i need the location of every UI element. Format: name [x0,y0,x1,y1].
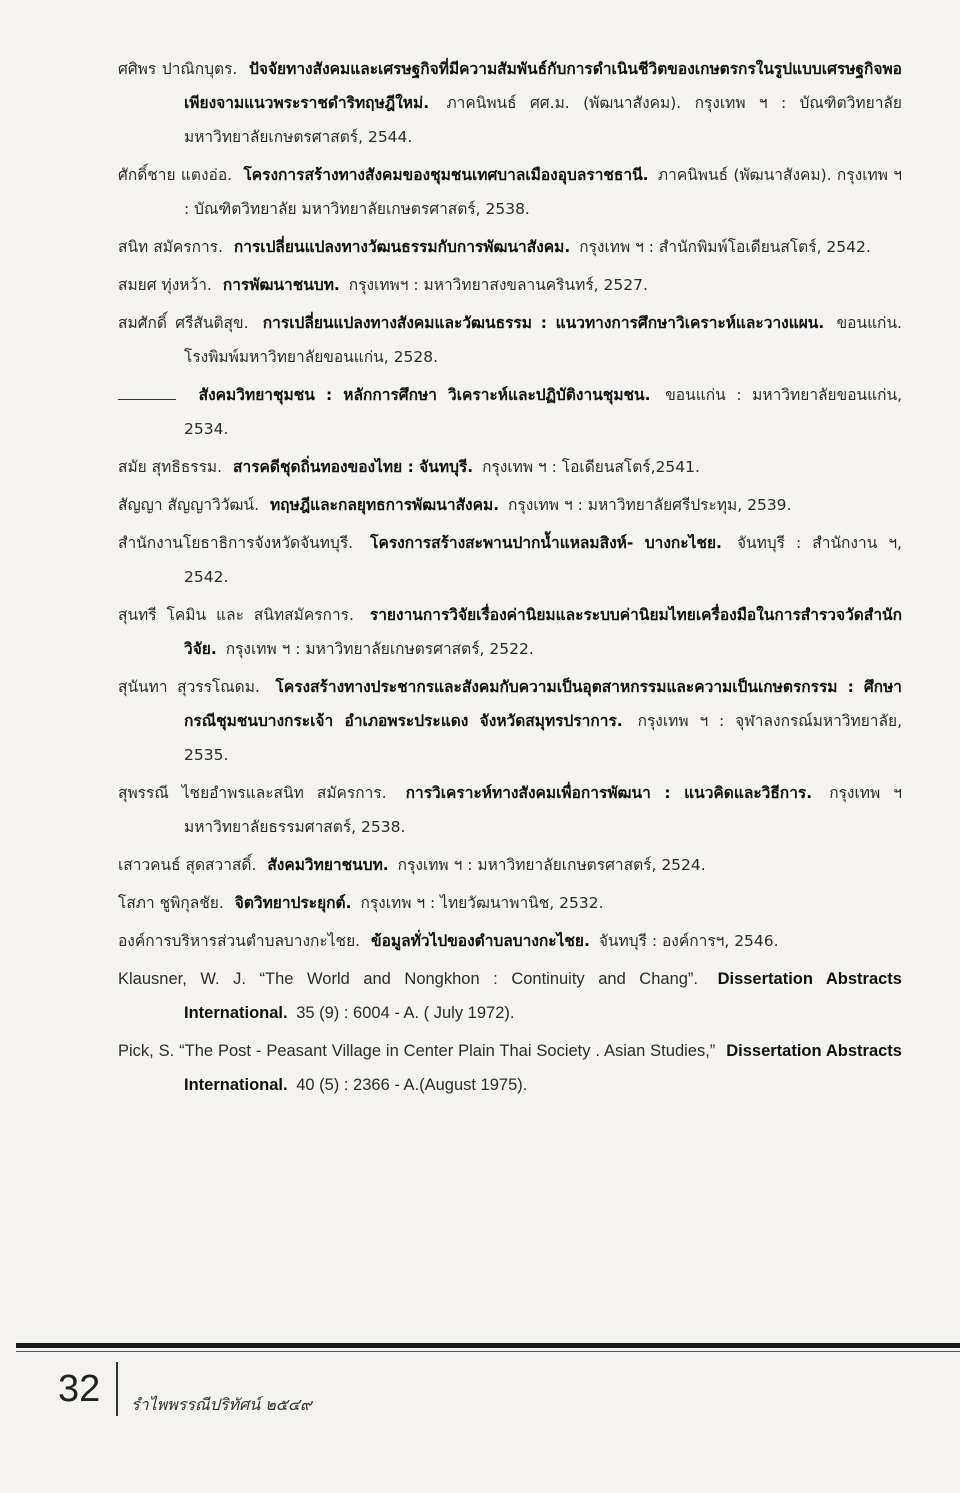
reference-publication: กรุงเทพ ฯ : สำนักพิมพ์โอเดียนสโตร์, 2542. [579,238,871,256]
reference-publication: กรุงเทพ ฯ : ไทยวัฒนาพานิช, 2532. [360,894,604,912]
reference-entry [118,776,902,844]
reference-author: โสภา ชูพิกุลชัย. [118,894,224,912]
reference-title: สังคมวิทยาชุมชน : หลักการศึกษา วิเคราะห์และปฏิบัติงานชุมชน. [198,386,651,404]
reference-entry [118,306,902,374]
reference-publication: กรุงเทพ ฯ : มหาวิทยาลัยเกษตรศาสตร์, 2522. [225,640,534,658]
reference-title: โครงสร้างทางประชากรและสังคมกับความเป็นอุตสาหกรรมและความเป็นเกษตรกรรม : ศึกษากรณีชุมชนบางกระเจ้า อำเภอพระประแดง จังหวัดสมุทรปราการ. [184,678,902,730]
reference-author: สัญญา สัญญาวิวัฒน์. [118,496,260,514]
reference-publication: จันทบุรี : สำนักงาน ฯ, 2542. [184,534,902,586]
reference-publication: 40 (5) : 2366 - A.(August 1975). [296,1076,528,1094]
reference-title: Dissertation Abstracts International. [184,1042,902,1094]
reference-publication: ภาคนิพนธ์ ศศ.ม. (พัฒนาสังคม). กรุงเทพ ฯ : บัณฑิตวิทยาลัย มหาวิทยาลัยเกษตรศาสตร์, 2544. [184,94,902,146]
page-number: 32 [58,1368,101,1410]
reference-publication: กรุงเทพ ฯ : โอเดียนสโตร์,2541. [482,458,700,476]
reference-entry [118,158,902,226]
reference-publication: ภาคนิพนธ์ (พัฒนาสังคม). กรุงเทพ ฯ : บัณฑิตวิทยาลัย มหาวิทยาลัยเกษตรศาสตร์, 2538. [184,166,902,218]
reference-publication: กรุงเทพฯ : มหาวิทยาสงขลานครินทร์, 2527. [348,276,648,294]
reference-author: สมศักดิ์ ศรีสันติสุข. [118,314,249,332]
reference-title: การวิเคราะห์ทางสังคมเพื่อการพัฒนา : แนวคิดและวิธีการ. [405,784,813,802]
reference-title: จิตวิทยาประยุกต์. [234,894,352,912]
reference-title: โครงการสร้างสะพานปากน้ำแหลมสิงห์- บางกะไชย. [370,534,722,552]
reference-entry [118,450,902,484]
reference-title: รายงานการวิจัยเรื่องค่านิยมและระบบค่านิยมไทยเครื่องมือในการสำรวจวัดสำนักวิจัย. [184,606,902,658]
footer-separator [116,1362,118,1416]
reference-entry [118,598,902,666]
reference-title: โครงการสร้างทางสังคมของชุมชนเทศบาลเมืองอุบลราชธานี. [243,166,649,184]
reference-author: องค์การบริหารส่วนตำบลบางกะไชย. [118,932,361,950]
reference-author: สนิท สมัครการ. [118,238,223,256]
reference-title: สารคดีชุดถิ่นทองของไทย : จันทบุรี. [233,458,474,476]
reference-author: สุนันทา สุวรรโณดม. [118,678,260,696]
reference-author: สุพรรณี ไชยอำพรและสนิท สมัครการ. [118,784,387,802]
reference-entry [118,848,902,882]
reference-author: ศักดิ์ชาย แตงอ่อ. [118,166,233,184]
reference-author: ศศิพร ปาณิกบุตร. [118,60,238,78]
reference-entry [118,670,902,772]
reference-publication: กรุงเทพ ฯ : จุฬาลงกรณ์มหาวิทยาลัย, 2535. [184,712,903,764]
reference-entry [118,526,902,594]
reference-author: สำนักงานโยธาธิการจังหวัดจันทบุรี. [118,534,354,552]
reference-entry [118,488,902,522]
reference-publication: กรุงเทพ ฯ มหาวิทยาลัยธรรมศาสตร์, 2538. [184,784,902,836]
reference-title: Dissertation Abstracts International. [184,970,902,1022]
reference-title: ปัจจัยทางสังคมและเศรษฐกิจที่มีความสัมพันธ์กับการดำเนินชีวิตของเกษตรกรในรูปแบบเศรษฐกิจพอเพียงจามแนวพระราชดำริทฤษฎีใหม่. [184,60,902,112]
reference-entry [118,1034,902,1102]
reference-entry [118,886,902,920]
reference-author: สมยศ ทุ่งหว้า. [118,276,212,294]
reference-title: การเปลี่ยนแปลงทางวัฒนธรรมกับการพัฒนาสังคม. [233,238,571,256]
reference-author: สุนทรี โคมิน และ สนิทสมัครการ. [118,606,354,624]
reference-entry [118,230,902,264]
footer-divider [16,1343,960,1348]
reference-publication: กรุงเทพ ฯ : มหาวิทยาลัยศรีประทุม, 2539. [508,496,792,514]
reference-publication: 35 (9) : 6004 - A. ( July 1972). [296,1004,515,1022]
reference-entry [118,268,902,302]
reference-title: การพัฒนาชนบท. [222,276,340,294]
reference-author: Klausner, W. J. “The World and Nongkhon : Continuity and Chang”. [118,970,699,988]
reference-publication: กรุงเทพ ฯ : มหาวิทยาลัยเกษตรศาสตร์, 2524. [397,856,706,874]
reference-title: ข้อมูลทั่วไปของตำบลบางกะไชย. [371,932,590,950]
reference-author: เสาวคนธ์ สุดสวาสดิ์. [118,856,257,874]
footer-divider-thin [16,1351,960,1352]
reference-title: สังคมวิทยาชนบท. [267,856,389,874]
reference-publication: ขอนแก่น. โรงพิมพ์มหาวิทยาลัยขอนแก่น, 2528. [184,314,902,366]
reference-title: การเปลี่ยนแปลงทางสังคมและวัฒนธรรม : แนวทางการศึกษาวิเคราะห์และวางแผน. [262,314,825,332]
reference-publication: จันทบุรี : องค์การฯ, 2546. [598,932,779,950]
reference-entry [118,962,902,1030]
reference-title: ทฤษฎีและกลยุทธการพัฒนาสังคม. [269,496,500,514]
reference-publication: ขอนแก่น : มหาวิทยาลัยขอนแก่น, 2534. [184,386,903,438]
journal-title: รำไพพรรณีปริทัศน์ ๒๕๔๙ [131,1395,312,1414]
reference-entry [118,924,902,958]
reference-list [118,52,902,1106]
reference-entry [118,52,902,154]
reference-entry [118,378,902,446]
same-author-dash [118,379,176,400]
reference-author: สมัย สุทธิธรรม. [118,458,223,476]
reference-author: Pick, S. “The Post - Peasant Village in Center Plain Thai Society . Asian Studies,” [118,1042,716,1060]
